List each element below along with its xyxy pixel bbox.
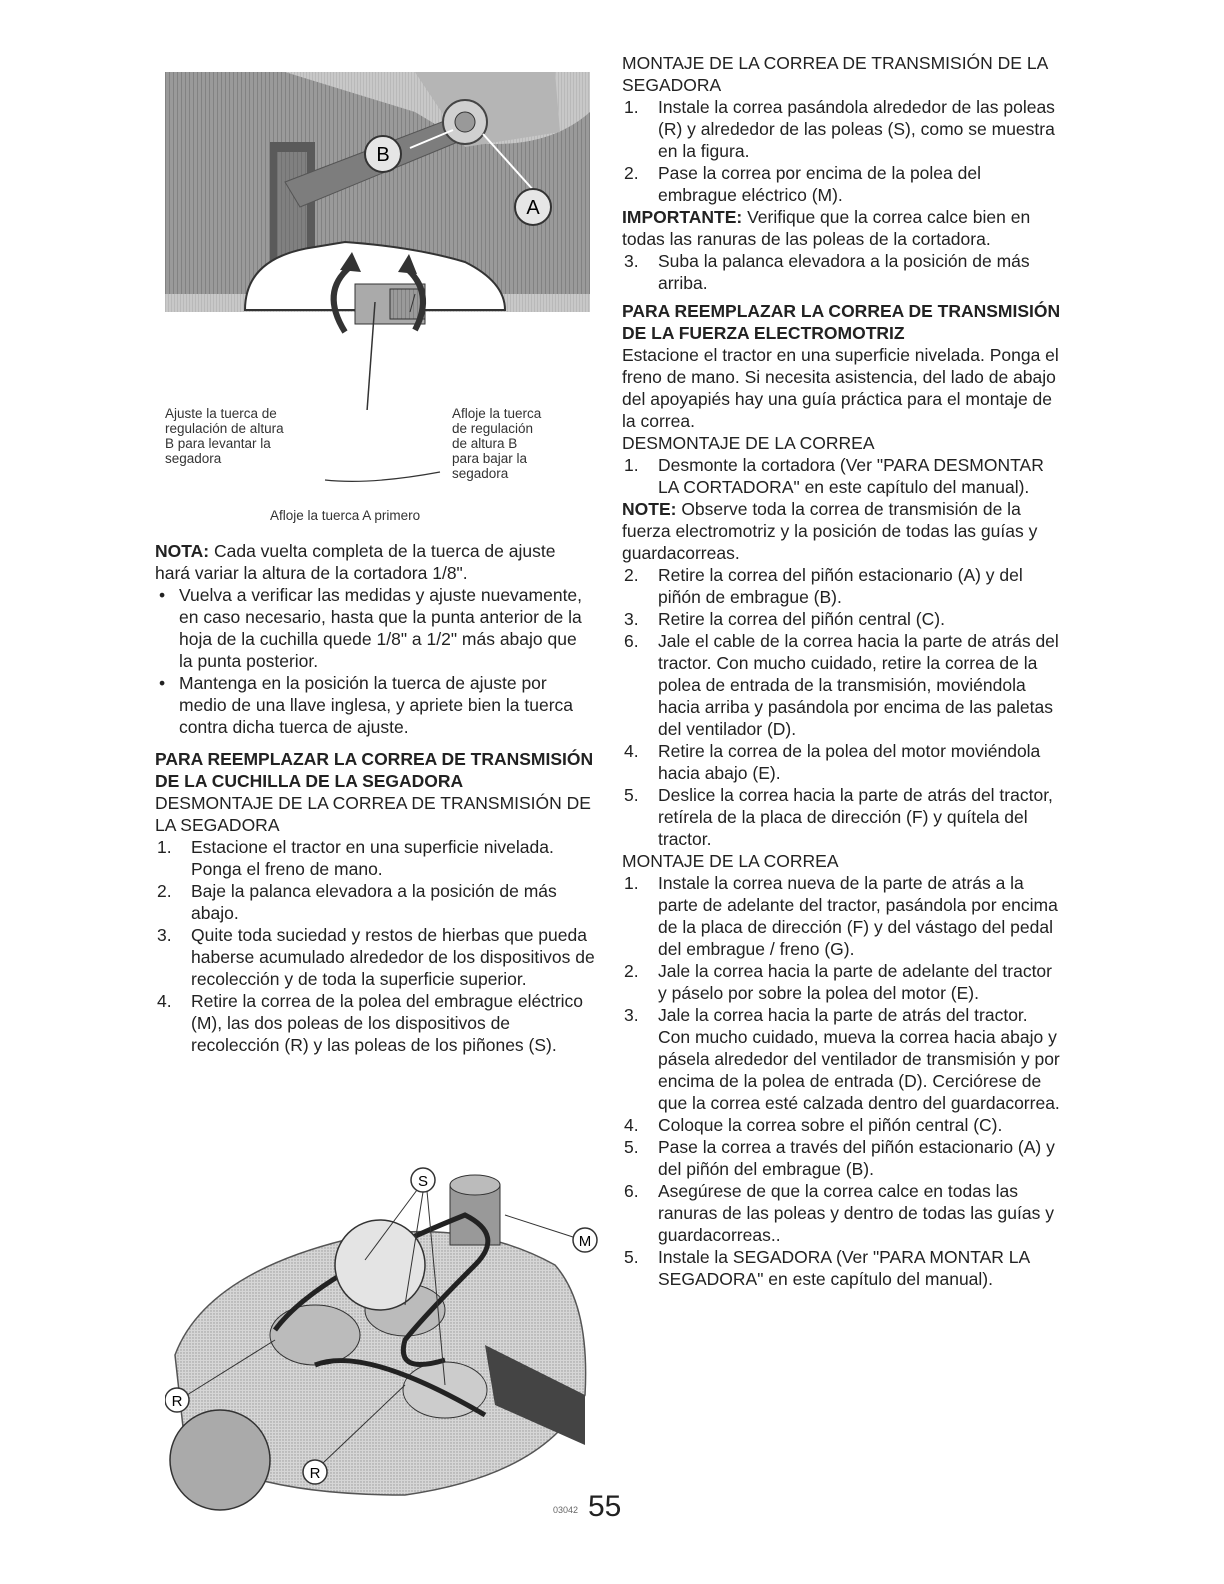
subheading-belt-removal: DESMONTAJE DE LA CORREA	[622, 433, 875, 453]
subheading-removal: DESMONTAJE DE LA CORREA DE TRANSMISIÓN DE LA SEGADORA	[155, 793, 591, 835]
section-heading-motor-belt: PARA REEMPLAZAR LA CORREA DE TRANSMISIÓN DE LA FUERZA ELECTROMOTRIZ	[622, 301, 1061, 343]
step-item: 2. Baje la palanca elevadora a la posición de más abajo.	[157, 881, 557, 923]
step-item: 1. Desmonte la cortadora (Ver "PARA DESMONTAR LA CORTADORA" en este capítulo del manual).	[624, 455, 1044, 497]
step-item: 1. Instale la correa nueva de la parte de atrás a la parte de adelante del tractor, pasándola por encima de la placa de dirección (F) y del vástago del pedal del embrague / freno (G).	[624, 873, 1058, 959]
note-paragraph	[622, 498, 1062, 564]
step-text: Desmonte la cortadora (Ver "PARA DESMONTAR LA CORTADORA" en este capítulo del manual).	[658, 455, 1044, 497]
step-text: Jale la correa hacia la parte de atrás del tractor. Con mucho cuidado, mueva la correa hacia abajo y pásela alrededor del ventilador de transmisión y por encima de la polea de entrada (D). Cerciórese de que la correa esté calzada dentro del guardacorrea.	[658, 1005, 1060, 1113]
right-column	[622, 52, 1062, 1290]
nota-label: NOTA:	[155, 541, 210, 561]
step-item: 3. Suba la palanca elevadora a la posición de más arriba.	[624, 251, 1030, 293]
height-adjust-figure	[165, 72, 590, 410]
bullet-item: • Vuelva a verificar las medidas y ajuste nuevamente, en caso necesario, hasta que la punta anterior de la hoja de la cuchilla quede 1/8" a 1/2" más abajo que la punta posterior.	[159, 585, 583, 671]
caption-right-line: Afloje la tuerca	[452, 406, 542, 421]
bullet-text: Mantenga en la posición la tuerca de ajuste por medio de una llave inglesa, y apriete bien la tuerca contra dicha tuerca de ajuste.	[179, 673, 573, 737]
height-adjust-illustration	[165, 72, 590, 410]
step-text: Retire la correa de la polea del embrague eléctrico (M), las dos poleas de los dispositivos de recolección (R) y las poleas de los piñones (S).	[191, 991, 584, 1055]
figure-label-r-left: R	[171, 1393, 183, 1410]
bullet-text: Vuelva a verificar las medidas y ajuste nuevamente, en caso necesario, hasta que la punta anterior de la hoja de la cuchilla quede 1/8" a 1/2" más abajo que la punta posterior.	[179, 585, 583, 671]
subheading-mower-belt-install: MONTAJE DE LA CORREA DE TRANSMISIÓN DE LA SEGADORA	[622, 53, 1048, 95]
bullet-item: • Mantenga en la posición la tuerca de ajuste por medio de una llave inglesa, y apriete bien la tuerca contra dicha tuerca de ajuste.	[159, 673, 573, 737]
figure-code: 03042	[553, 1505, 579, 1515]
importante-paragraph	[622, 206, 1062, 250]
step-item: 4. Retire la correa de la polea del embrague eléctrico (M), las dos poleas de los dispositivos de recolección (R) y las poleas de los piñones (S).	[157, 991, 584, 1055]
step-item: 1. Instale la correa pasándola alrededor de las poleas (R) y alrededor de las poleas (S), como se muestra en la figura.	[624, 97, 1055, 161]
caption-left	[165, 406, 284, 466]
step-item: 5. Pase la correa a través del piñón estacionario (A) y del piñón del embrague (B).	[624, 1137, 1055, 1179]
mower-deck-illustration	[165, 1145, 610, 1515]
step-text: Asegúrese de que la correa calce en todas las ranuras de las poleas y dentro de todas las guías y guardacorreas..	[658, 1181, 1054, 1245]
step-text: Suba la palanca elevadora a la posición de más arriba.	[658, 251, 1030, 293]
nota-paragraph	[155, 540, 595, 584]
caption-right-line: segadora	[452, 466, 509, 481]
step-text: Retire la correa de la polea del motor moviéndola hacia abajo (E).	[658, 741, 1041, 783]
step-item: 3. Jale la correa hacia la parte de atrás del tractor. Con mucho cuidado, mueva la correa hacia abajo y pásela alrededor del ventilador de transmisión y por encima de la polea de entrada (D). Cerciórese de que la correa esté calzada dentro del guardacorrea.	[624, 1005, 1060, 1113]
step-text: Estacione el tractor en una superficie nivelada. Ponga el freno de mano.	[191, 837, 554, 879]
step-text: Instale la correa pasándola alrededor de las poleas (R) y alrededor de las poleas (S), como se muestra en la figura.	[658, 97, 1055, 161]
note-label: NOTE:	[622, 499, 677, 519]
figure-label-m: M	[578, 1233, 592, 1250]
left-column	[155, 540, 595, 1056]
importante-text: Verifique que la correa calce bien en todas las ranuras de las poleas de la cortadora.	[622, 207, 1031, 249]
subheading-belt-install: MONTAJE DE LA CORREA	[622, 851, 839, 871]
step-item: 2. Jale la correa hacia la parte de adelante del tractor y páselo por sobre la polea del motor (E).	[624, 961, 1052, 1003]
caption-leader-lines	[300, 410, 460, 490]
step-text: Deslice la correa hacia la parte de atrás del tractor, retírela de la placa de dirección (F) y quítela del tractor.	[658, 785, 1053, 849]
note-text: Observe toda la correa de transmisión de la fuerza electromotriz y la posición de todas las guías y guardacorreas.	[622, 499, 1038, 563]
intro-paragraph: Estacione el tractor en una superficie nivelada. Ponga el freno de mano. Si necesita asistencia, del lado de abajo del apoyapiés hay una guía práctica para el montaje de la correa.	[622, 345, 1059, 431]
step-item: 1. Estacione el tractor en una superficie nivelada. Ponga el freno de mano.	[157, 837, 554, 879]
figure-label-a: A	[526, 197, 540, 219]
nota-text: Cada vuelta completa de la tuerca de ajuste hará variar la altura de la cortadora 1/8".	[155, 541, 556, 583]
step-text: Coloque la correa sobre el piñón central (C).	[658, 1115, 1003, 1135]
caption-right-line: para bajar la	[452, 451, 528, 466]
step-text: Baje la palanca elevadora a la posición de más abajo.	[191, 881, 557, 923]
step-text: Pase la correa a través del piñón estacionario (A) y del piñón del embrague (B).	[658, 1137, 1055, 1179]
step-item: 4. Coloque la correa sobre el piñón central (C).	[624, 1115, 1003, 1135]
caption-left-line: B para levantar la	[165, 436, 271, 451]
caption-bottom: Afloje la tuerca A primero	[270, 508, 421, 523]
caption-left-line: segadora	[165, 451, 222, 466]
figure-label-r-bottom: R	[309, 1465, 321, 1482]
mower-deck-figure	[165, 1145, 610, 1515]
step-text: Pase la correa por encima de la polea del embrague eléctrico (M).	[658, 163, 981, 205]
step-text: Quite toda suciedad y restos de hierbas que pueda haberse acumulado alrededor de los dispositivos de recolección y de toda la superficie superior.	[191, 925, 595, 989]
step-text: Retire la correa del piñón estacionario (A) y del piñón de embrague (B).	[658, 565, 1023, 607]
step-item: 2. Pase la correa por encima de la polea del embrague eléctrico (M).	[624, 163, 981, 205]
figure-label-s: S	[417, 1173, 429, 1190]
step-item: 5. Deslice la correa hacia la parte de atrás del tractor, retírela de la placa de dirección (F) y quítela del tractor.	[624, 785, 1053, 849]
step-text: Instale la correa nueva de la parte de atrás a la parte de adelante del tractor, pasándola por encima de la placa de dirección (F) y del vástago del pedal del embrague / freno (G).	[658, 873, 1058, 959]
caption-left-line: regulación de altura	[165, 421, 284, 436]
step-item: 2. Retire la correa del piñón estacionario (A) y del piñón de embrague (B).	[624, 565, 1023, 607]
figure-label-b: B	[376, 144, 390, 166]
step-item: 6. Asegúrese de que la correa calce en todas las ranuras de las poleas y dentro de todas las guías y guardacorreas..	[624, 1181, 1054, 1245]
step-item: 5. Instale la SEGADORA (Ver "PARA MONTAR LA SEGADORA" en este capítulo del manual).	[624, 1247, 1030, 1289]
step-text: Jale el cable de la correa hacia la parte de atrás del tractor. Con mucho cuidado, retire la correa de la polea de entrada de la transmisión, moviéndola hacia arriba y pasándola por encima de las paletas del ventilador (D).	[658, 631, 1059, 739]
caption-right-line: de regulación	[452, 421, 534, 436]
section-heading-blade-belt: PARA REEMPLAZAR LA CORREA DE TRANSMISIÓN DE LA CUCHILLA DE LA SEGADORA	[155, 749, 594, 791]
caption-right-line: de altura B	[452, 436, 518, 451]
page-number: 55	[588, 1490, 622, 1523]
importante-label: IMPORTANTE:	[622, 207, 743, 227]
step-item: 6. Jale el cable de la correa hacia la parte de atrás del tractor. Con mucho cuidado, retire la correa de la polea de entrada de la transmisión, moviéndola hacia arriba y pasándola por encima de las paletas del ventilador (D).	[624, 631, 1059, 739]
step-item: 3. Retire la correa del piñón central (C).	[624, 609, 945, 629]
step-item: 4. Retire la correa de la polea del motor moviéndola hacia abajo (E).	[624, 741, 1041, 783]
step-text: Retire la correa del piñón central (C).	[658, 609, 945, 629]
caption-right	[452, 406, 541, 481]
step-text: Instale la SEGADORA (Ver "PARA MONTAR LA SEGADORA" en este capítulo del manual).	[658, 1247, 1030, 1289]
caption-left-line: Ajuste la tuerca de	[165, 406, 277, 421]
step-item: 3. Quite toda suciedad y restos de hierbas que pueda haberse acumulado alrededor de los dispositivos de recolección y de toda la superficie superior.	[157, 925, 595, 989]
step-text: Jale la correa hacia la parte de adelante del tractor y páselo por sobre la polea del motor (E).	[658, 961, 1052, 1003]
